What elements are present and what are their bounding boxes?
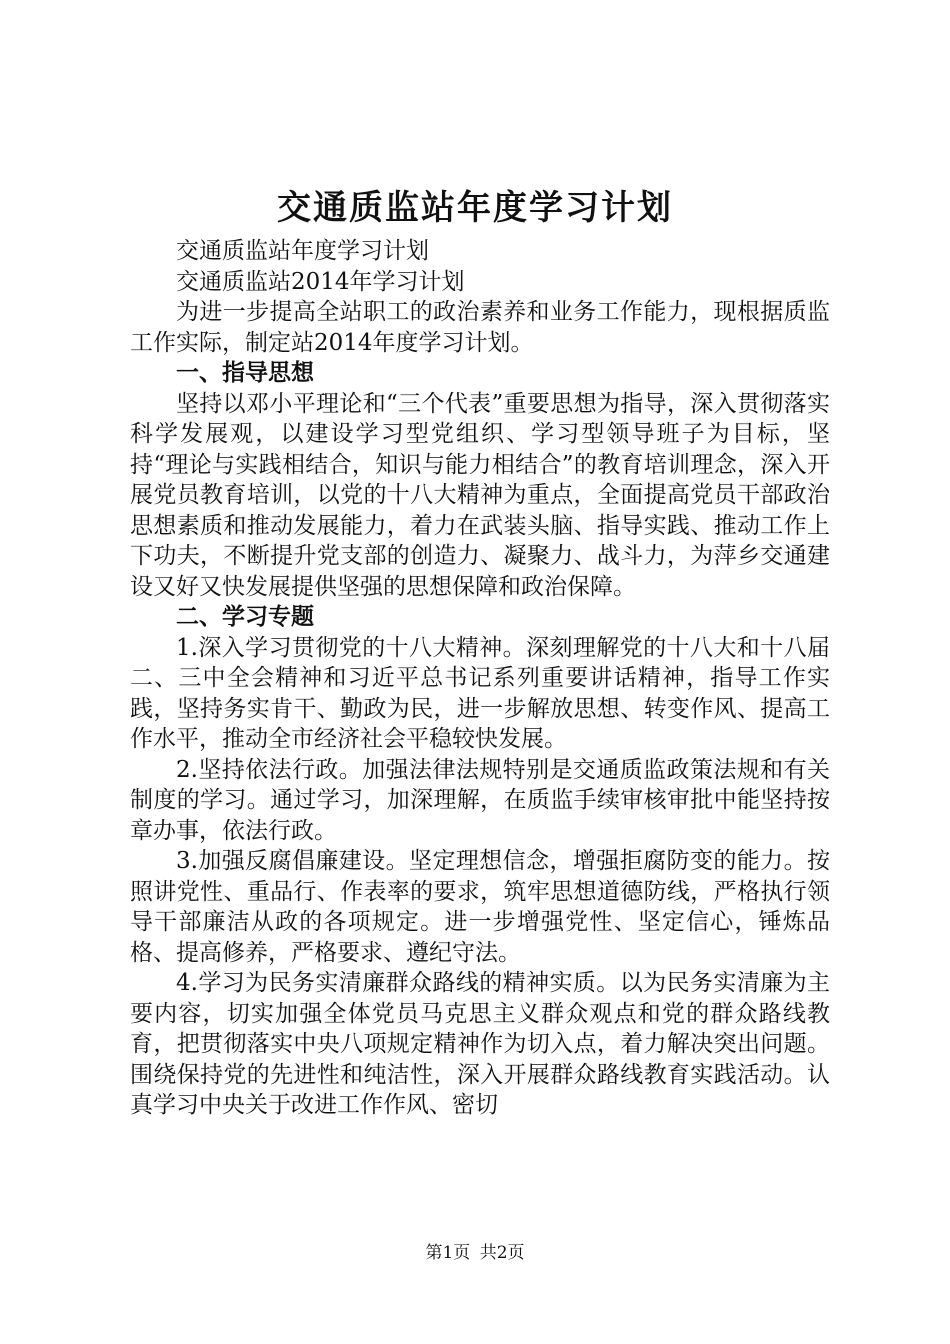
document-title: 交通质监站年度学习计划 [277, 188, 673, 228]
paragraph: 交通质监站年度学习计划 [176, 238, 429, 264]
paragraph: 1.深入学习贯彻党的十八大精神。深刻理解党的十八大和十八届二、三中全会精神和习近平总书记系列重要讲话精神，指导工作实践，坚持务实肯干、勤政为民，进一步解放思想、转变作风、提高工作水平，推动全市经济社会平稳较快发展。 [130, 634, 830, 752]
page-number-footer: 第1页 共2页 [425, 1243, 525, 1263]
paragraph: 4.学习为民务实清廉群众路线的精神实质。以为民务实清廉为主要内容，切实加强全体党员马克思主义群众观点和党的群众路线教育，把贯彻落实中央八项规定精神作为切入点，着力解决突出问题。围绕保持党的先进性和纯洁性，深入开展群众路线教育实践活动。认真学习中央关于改进工作作风、密切 [130, 970, 830, 1118]
paragraph: 3.加强反腐倡廉建设。坚定理想信念，增强拒腐防变的能力。按照讲党性、重品行、作表率的要求，筑牢思想道德防线，严格执行领导干部廉洁从政的各项规定。进一步增强党性、坚定信心，锤炼品格、提高修养，严格要求、遵纪守法。 [130, 848, 830, 966]
paragraph: 2.坚持依法行政。加强法律法规特别是交通质监政策法规和有关制度的学习。通过学习，加深理解，在质监手续审核审批中能坚持按章办事，依法行政。 [130, 756, 830, 844]
paragraph: 坚持以邓小平理论和“三个代表”重要思想为指导，深入贯彻落实科学发展观，以建设学习型党组织、学习型领导班子为目标，坚持“理论与实践相结合，知识与能力相结合”的教育培训理念，深入开展党员教育培训，以党的十八大精神为重点，全面提高党员干部政治思想素质和推动发展能力，着力在武装头脑、指导实践、推动工作上下功夫，不断提升党支部的创造力、凝聚力、战斗力，为萍乡交通建设又好又快发展提供坚强的思想保障和政治保障。 [130, 390, 830, 600]
section-heading: 二、学习专题 [176, 604, 314, 630]
paragraph: 为进一步提高全站职工的政治素养和业务工作能力，现根据质监工作实际，制定站2014年度学习计划。 [130, 299, 830, 356]
paragraph: 交通质监站2014年学习计划 [176, 268, 465, 295]
section-heading: 一、指导思想 [176, 360, 314, 386]
document-body [130, 236, 830, 1121]
